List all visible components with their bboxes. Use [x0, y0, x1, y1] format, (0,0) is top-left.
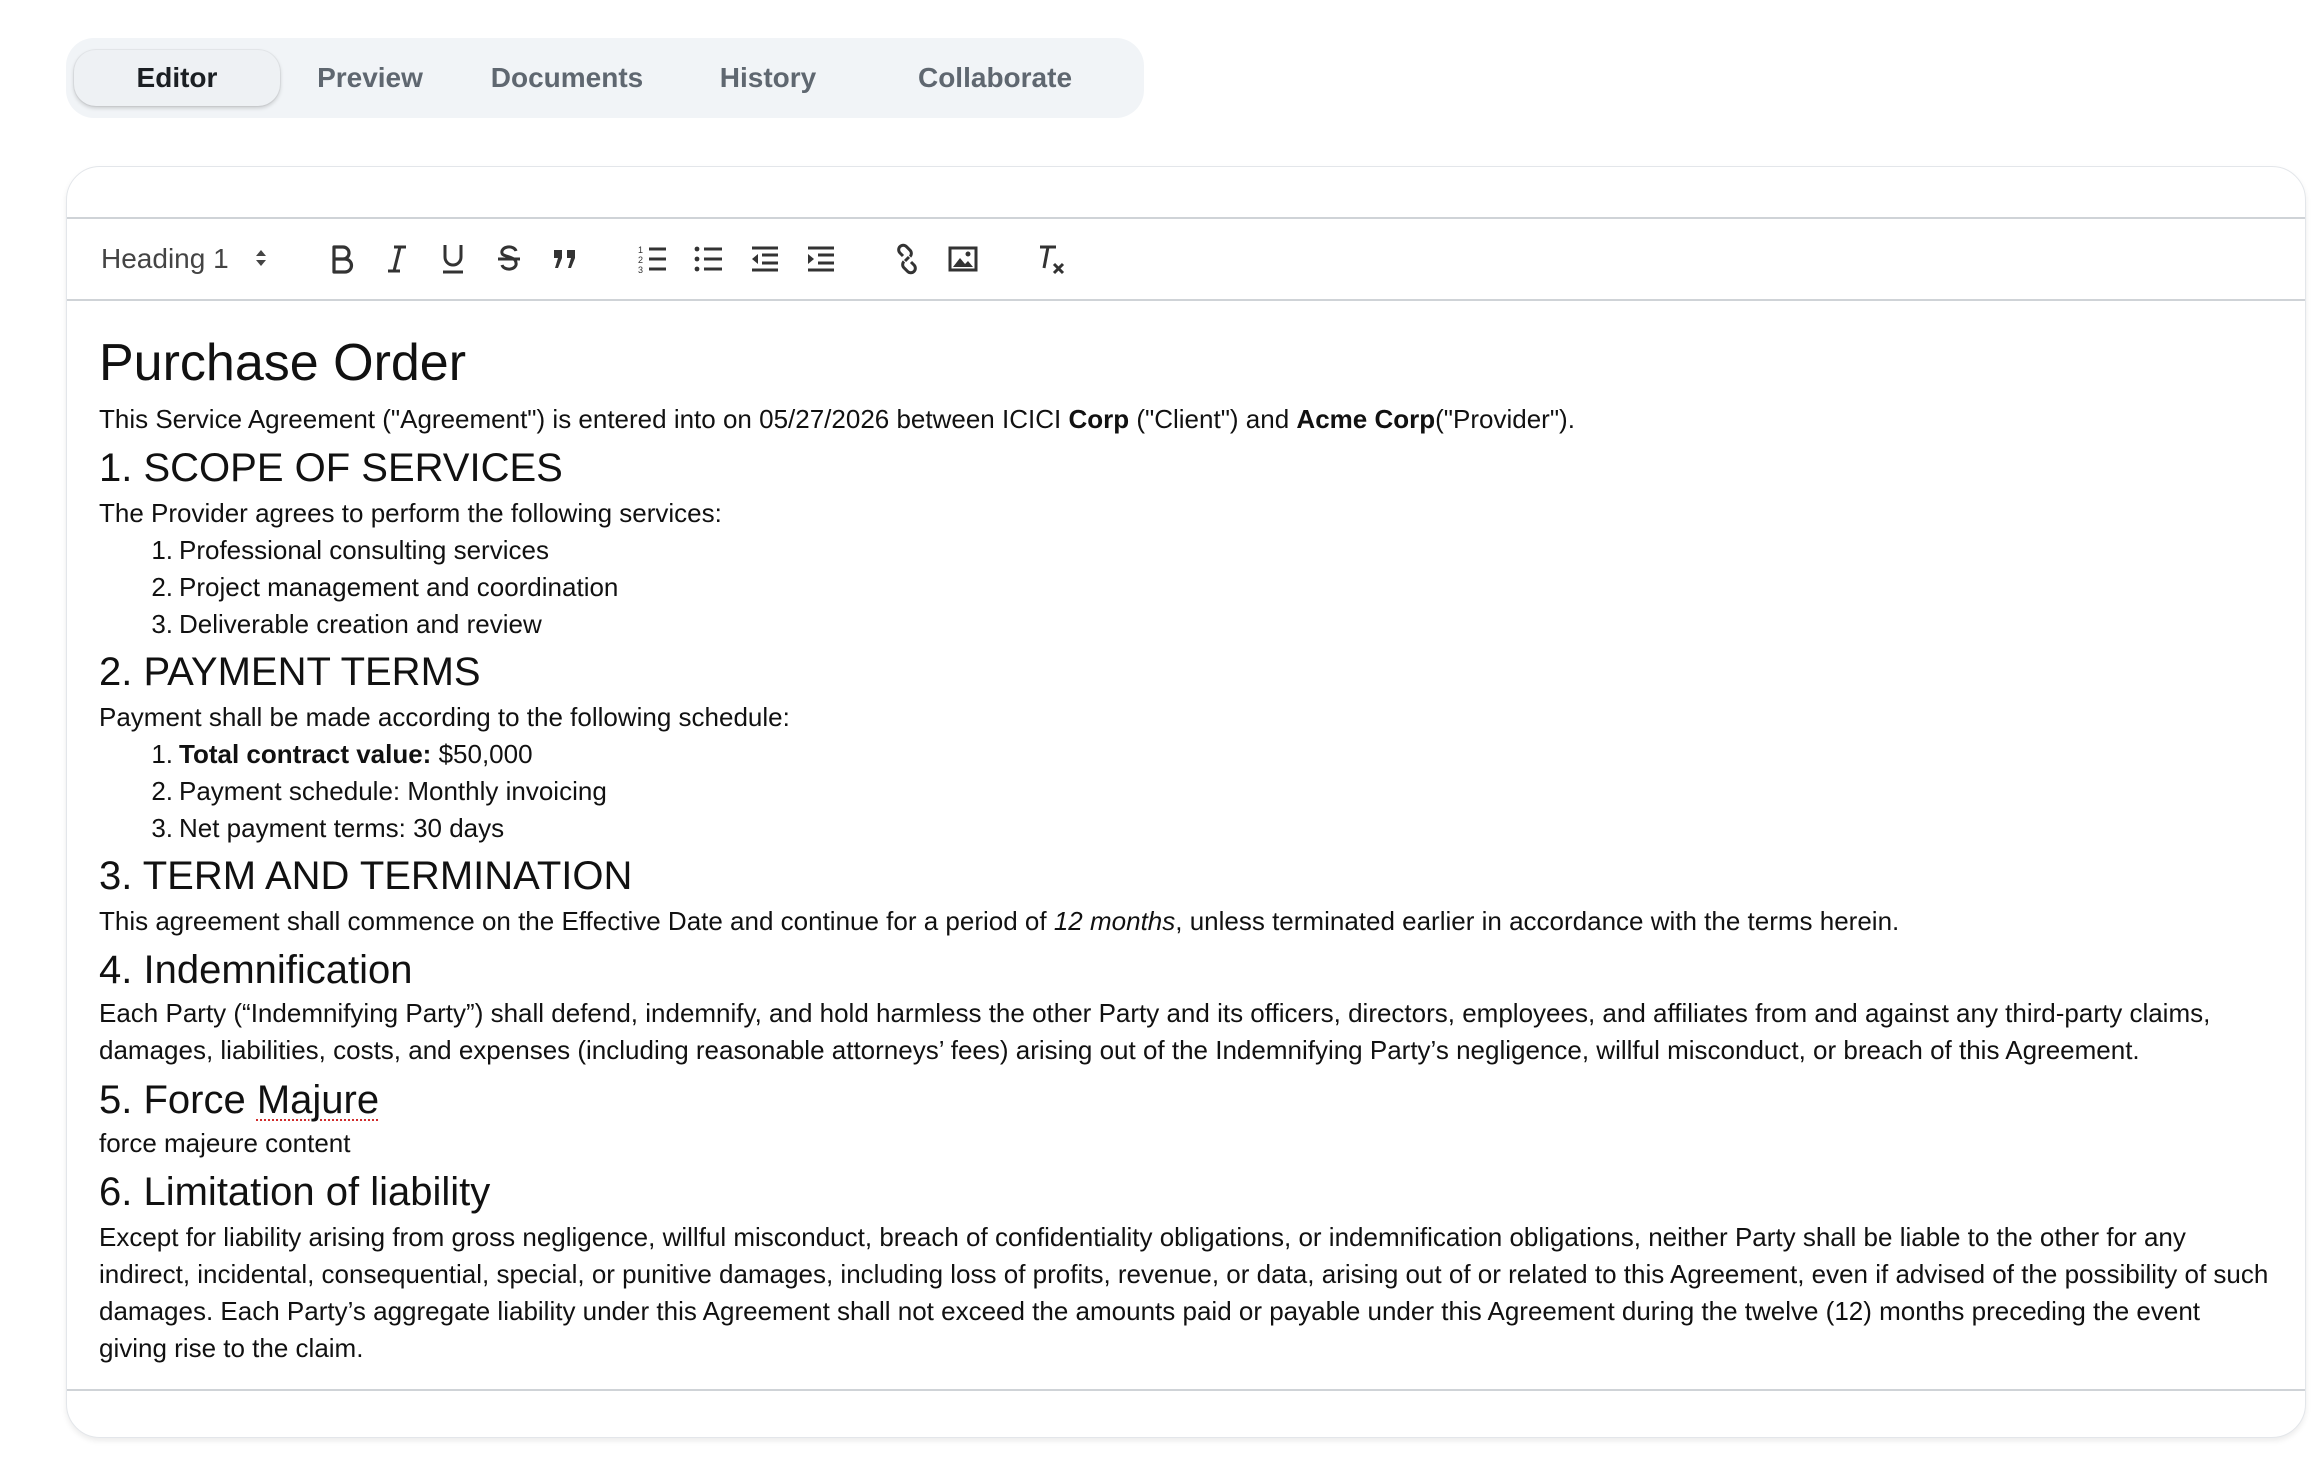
section-heading-payment: 2. PAYMENT TERMS — [99, 650, 481, 694]
misspelled-word: Majure — [256, 1078, 380, 1122]
section-heading-term: 3. TERM AND TERMINATION — [99, 854, 633, 898]
list-item: 2. Project management and coordination — [151, 572, 619, 602]
force-majeure-paragraph: force majeure content — [99, 1128, 351, 1158]
heading-select[interactable] — [101, 237, 268, 281]
tab-preview[interactable]: Preview — [317, 62, 423, 93]
payment-lead: Payment shall be made according to the following schedule: — [99, 702, 790, 732]
section-heading-indemnification: 4. Indemnification — [99, 948, 413, 992]
editor-card — [66, 166, 2306, 1438]
clear-format-icon[interactable] — [1031, 237, 1071, 281]
tab-collaborate[interactable]: Collaborate — [917, 62, 1073, 93]
bold-icon[interactable] — [321, 237, 361, 281]
section-heading-force-majeure: 5. Force Majure — [99, 1078, 380, 1122]
list-item: 1. Professional consulting services — [151, 535, 549, 565]
svg-text:1: 1 — [638, 245, 644, 255]
list-item: 3. Deliverable creation and review — [151, 609, 542, 639]
ordered-list-icon[interactable] — [633, 237, 673, 281]
image-icon[interactable] — [943, 237, 983, 281]
list-item: 2. Payment schedule: Monthly invoicing — [151, 776, 607, 806]
strikethrough-icon[interactable] — [489, 237, 529, 281]
select-arrows-icon — [254, 239, 268, 283]
tab-bar — [66, 38, 1144, 118]
section-heading-scope: 1. SCOPE OF SERVICES — [99, 446, 563, 490]
underline-icon[interactable] — [433, 237, 473, 281]
formatting-toolbar — [67, 217, 2305, 301]
outdent-icon[interactable] — [745, 237, 785, 281]
intro-paragraph: This Service Agreement ("Agreement") is entered into on 05/27/2026 between ICICI Corp ("Client") and Acme Corp("Provider"). — [99, 404, 1575, 434]
list-item: 1. Total contract value: $50,000 — [151, 739, 533, 769]
heading-select-value: Heading 1 — [101, 243, 229, 274]
blockquote-icon[interactable] — [545, 237, 585, 281]
term-paragraph: This agreement shall commence on the Effective Date and continue for a period of 12 months, unless terminated earlier in accordance with the terms herein. — [99, 906, 1900, 936]
svg-text:2: 2 — [638, 255, 644, 265]
document-title: Purchase Order — [99, 334, 467, 392]
section-heading-liability: 6. Limitation of liability — [99, 1170, 491, 1214]
link-icon[interactable] — [887, 237, 927, 281]
italic-icon[interactable] — [377, 237, 417, 281]
tab-editor[interactable]: Editor — [74, 50, 280, 106]
list-item: 3. Net payment terms: 30 days — [151, 813, 505, 843]
tab-documents[interactable]: Documents — [490, 62, 644, 93]
liability-paragraph: Except for liability arising from gross negligence, willful misconduct, breach of confidentiality obligations, or indemnification obligations, neither Party shall be liable to the other for any indirect, incidental, consequential, special, or punitive damages, including loss of profits, revenue, or data, arising out of or related to this Agreement, even if advised of the possibility of such damages. Each Party’s aggregate liability under this Agreement shall not exceed the amounts paid or payable under this Agreement during the twelve (12) months preceding the event giving rise to the claim. — [99, 1222, 2269, 1363]
indent-icon[interactable] — [801, 237, 841, 281]
indemnification-paragraph: Each Party (“Indemnifying Party”) shall defend, indemnify, and hold harmless the other Party and its officers, directors, employees, and affiliates from and against any third-party claims, damages, liabilities, costs, and expenses (including reasonable attorneys’ fees) arising out of the Indemnifying Party’s negligence, willful misconduct, or breach of this Agreement. — [99, 998, 2211, 1065]
svg-text:3: 3 — [638, 265, 644, 275]
document-editor[interactable] — [67, 301, 2305, 1391]
scope-lead: The Provider agrees to perform the following services: — [99, 498, 722, 528]
tab-history[interactable]: History — [719, 62, 817, 93]
bullet-list-icon[interactable] — [689, 237, 729, 281]
